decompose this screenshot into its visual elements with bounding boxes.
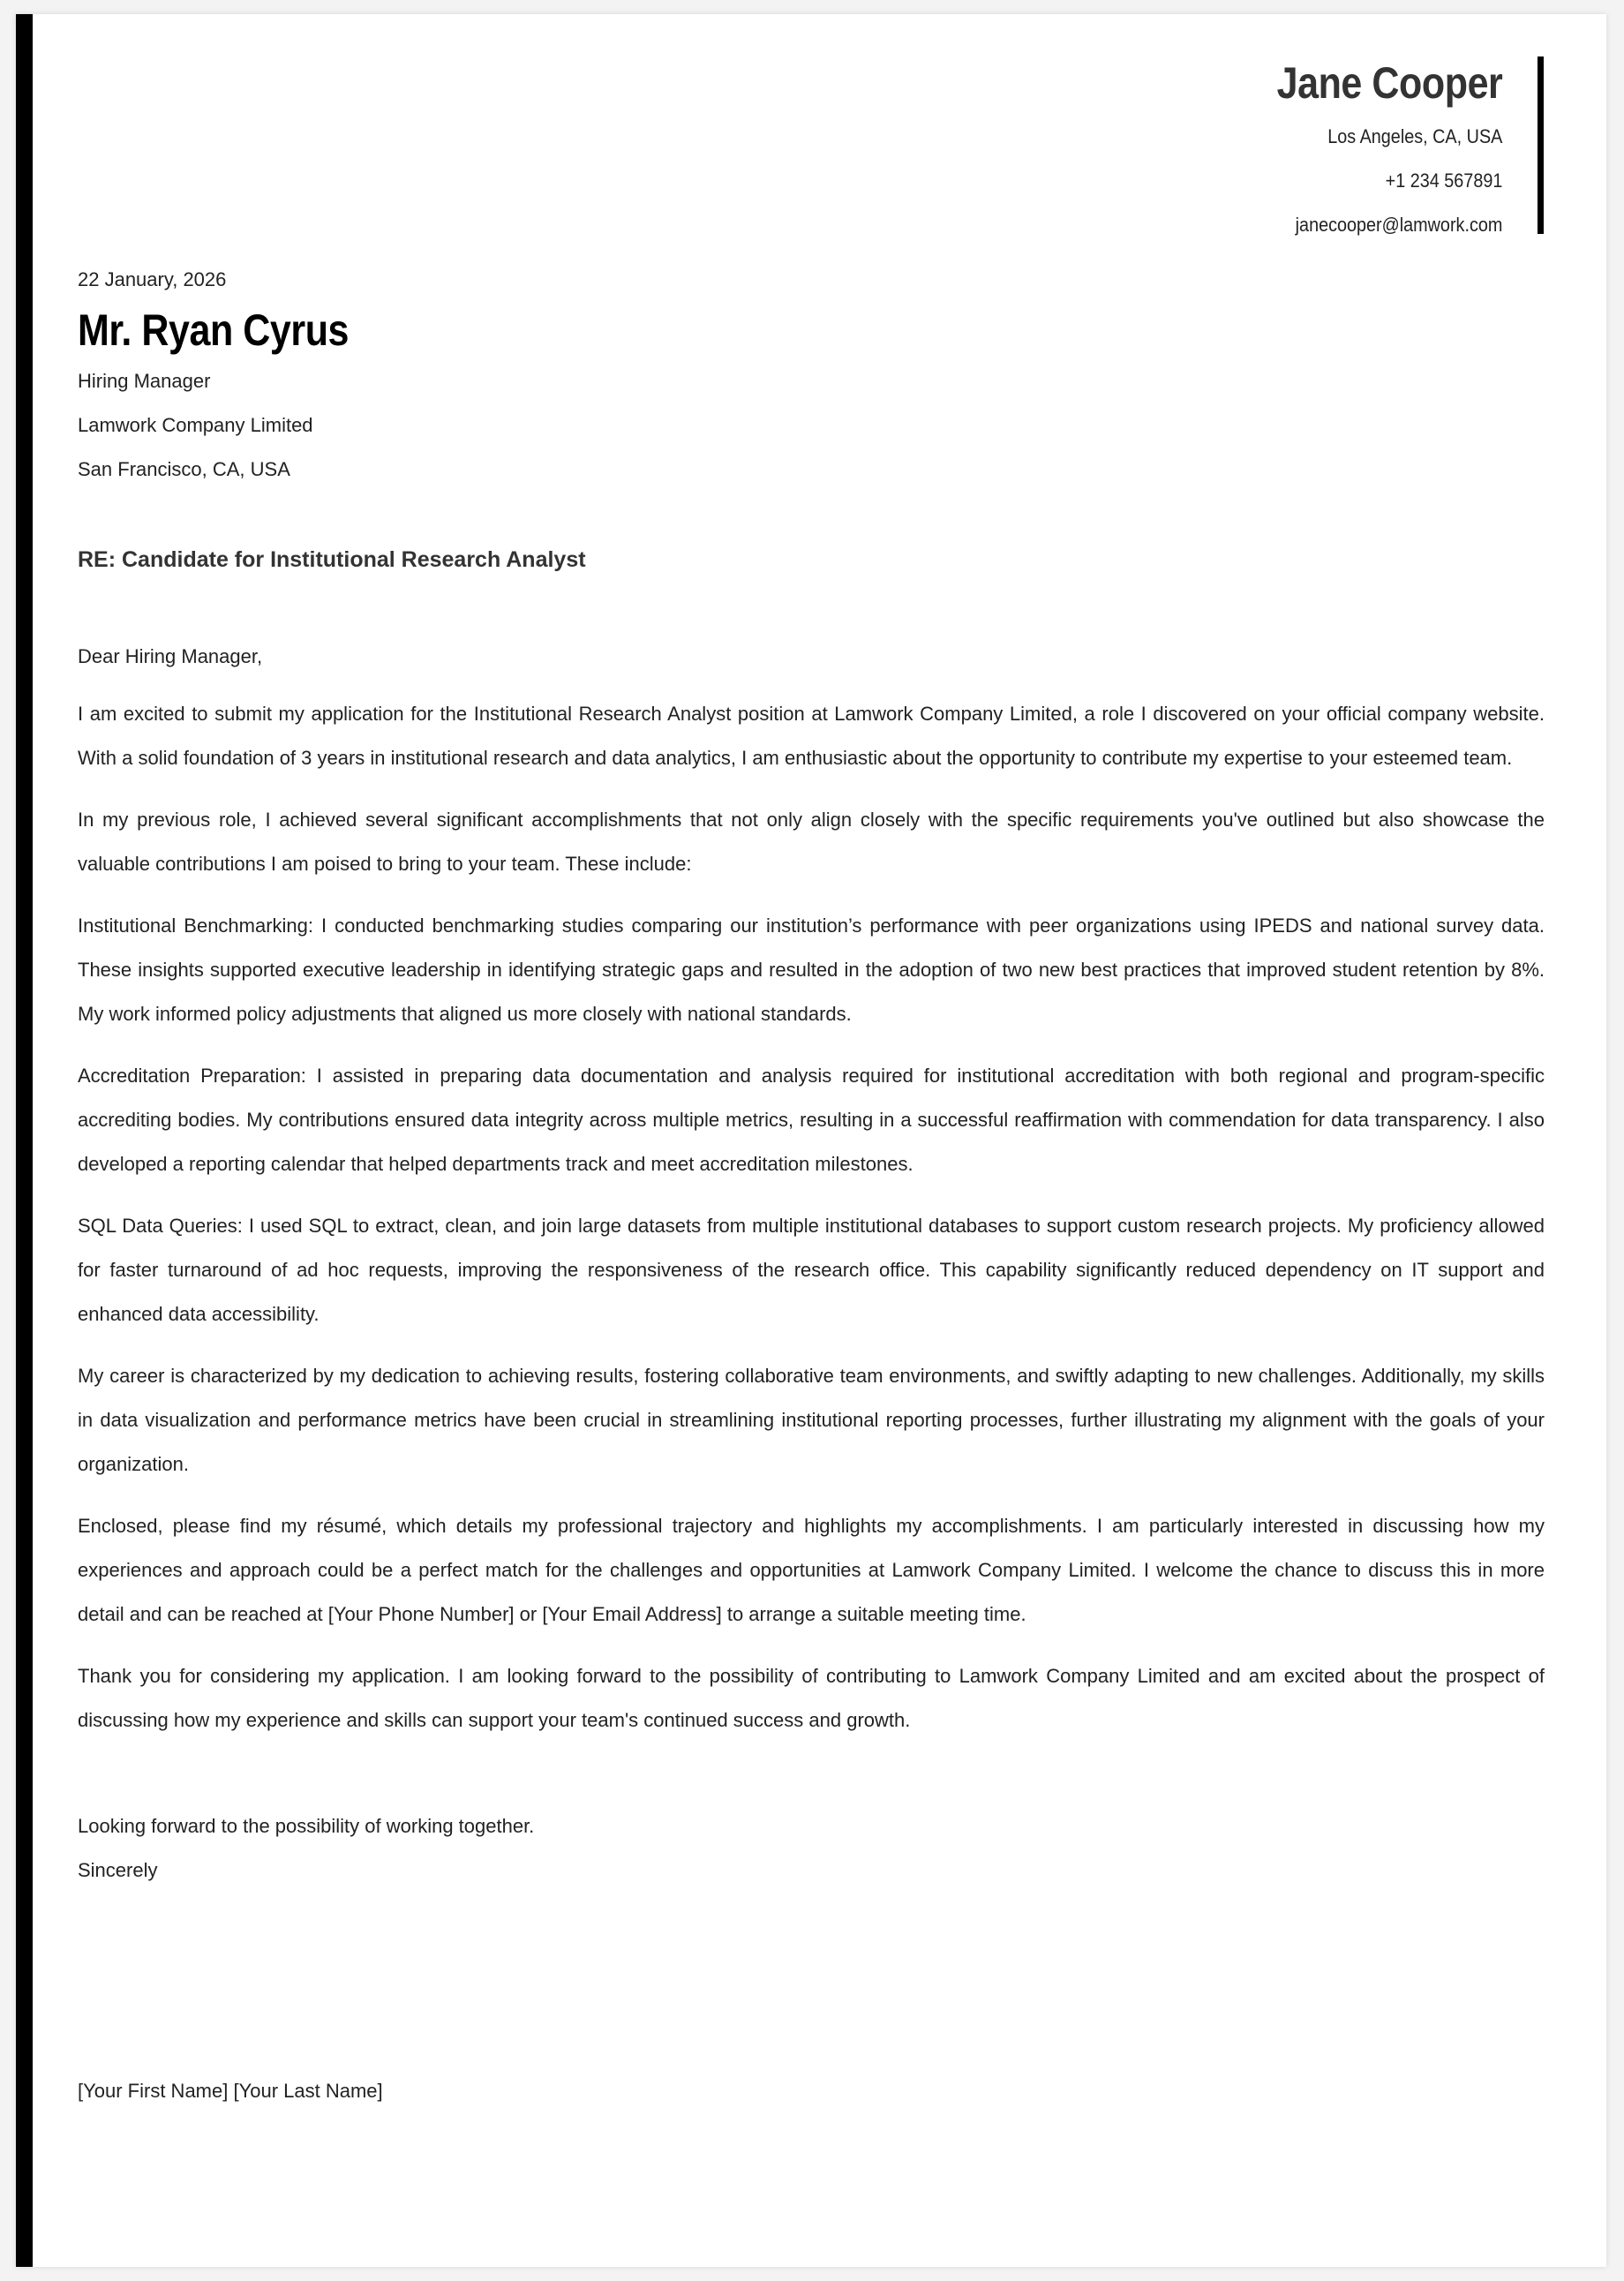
sender-location: Los Angeles, CA, USA (1327, 125, 1502, 147)
recipient-location: San Francisco, CA, USA (78, 458, 290, 480)
body-paragraph: SQL Data Queries: I used SQL to extract, clean, and join large datasets from multiple institutional databases to support custom research projects. My proficiency allowed for faster turnaround of ad hoc requests, improving the responsiveness of the research office. This capability significantly reduced dependency on IT support and enhanced data accessibility. (78, 1215, 1545, 1325)
letter-body (78, 264, 1545, 2113)
body-paragraph: My career is characterized by my dedication to achieving results, fostering collaborative team environments, and swiftly adapting to new challenges. Additionally, my skills in data visualization and performance metrics have been crucial in streamlining institutional reporting processes, further illustrating my alignment with the goals of your organization. (78, 1365, 1545, 1475)
body-paragraph: Accreditation Preparation: I assisted in preparing data documentation and analysis required for institutional accreditation with both regional and program-specific accrediting bodies. My contributions ensured data integrity across multiple metrics, resulting in a successful reaffirmation with commendation for data transparency. I also developed a reporting calendar that helped departments track and meet accreditation milestones. (78, 1065, 1545, 1175)
signoff: Sincerely (78, 1859, 158, 1881)
header-accent-rule (1538, 56, 1544, 234)
sender-phone: +1 234 567891 (1385, 169, 1502, 192)
body-paragraph: Institutional Benchmarking: I conducted benchmarking studies comparing our institution’s performance with peer organizations using IPEDS and national survey data. These insights supported executive leadership in identifying strategic gaps and resulted in the adoption of two new best practices that improved student retention by 8%. My work informed policy adjustments that aligned us more closely with national standards. (78, 915, 1545, 1025)
closing-line: Looking forward to the possibility of working together. (78, 1815, 535, 1837)
salutation: Dear Hiring Manager, (78, 645, 263, 667)
letter-date: 22 January, 2026 (78, 268, 227, 290)
sender-header (1240, 51, 1502, 247)
recipient-company: Lamwork Company Limited (78, 414, 313, 436)
body-paragraph: I am excited to submit my application for the Institutional Research Analyst position at Lamwork Company Limited, a role I discovered on your official company website. With a solid foundation of 3 years in institutional research and data analytics, I am enthusiastic about the opportunity to contribute my expertise to your esteemed team. (78, 703, 1545, 769)
body-paragraph: Thank you for considering my application. I am looking forward to the possibility of contributing to Lamwork Company Limited and am excited about the prospect of discussing how my experience and skills can support your team's continued success and growth. (78, 1665, 1545, 1731)
left-accent-bar (16, 14, 33, 2267)
letter-subject: RE: Candidate for Institutional Research Analyst (78, 547, 586, 572)
recipient-title: Hiring Manager (78, 370, 211, 392)
letter-page (16, 14, 1606, 2267)
recipient-name: Mr. Ryan Cyrus (78, 305, 350, 355)
sender-email: janecooper@lamwork.com (1295, 214, 1502, 236)
body-paragraph: Enclosed, please find my résumé, which details my professional trajectory and highlights my accomplishments. I am particularly interested in discussing how my experiences and approach could be a perfect match for the challenges and opportunities at Lamwork Company Limited. I welcome the chance to discuss this in more detail and can be reached at [Your Phone Number] or [Your Email Address] to arrange a suitable meeting time. (78, 1515, 1545, 1625)
signature-name: [Your First Name] [Your Last Name] (78, 2080, 383, 2102)
body-paragraph: In my previous role, I achieved several significant accomplishments that not only align closely with the specific requirements you've outlined but also showcase the valuable contributions I am poised to bring to your team. These include: (78, 809, 1545, 875)
sender-name: Jane Cooper (1276, 58, 1502, 108)
